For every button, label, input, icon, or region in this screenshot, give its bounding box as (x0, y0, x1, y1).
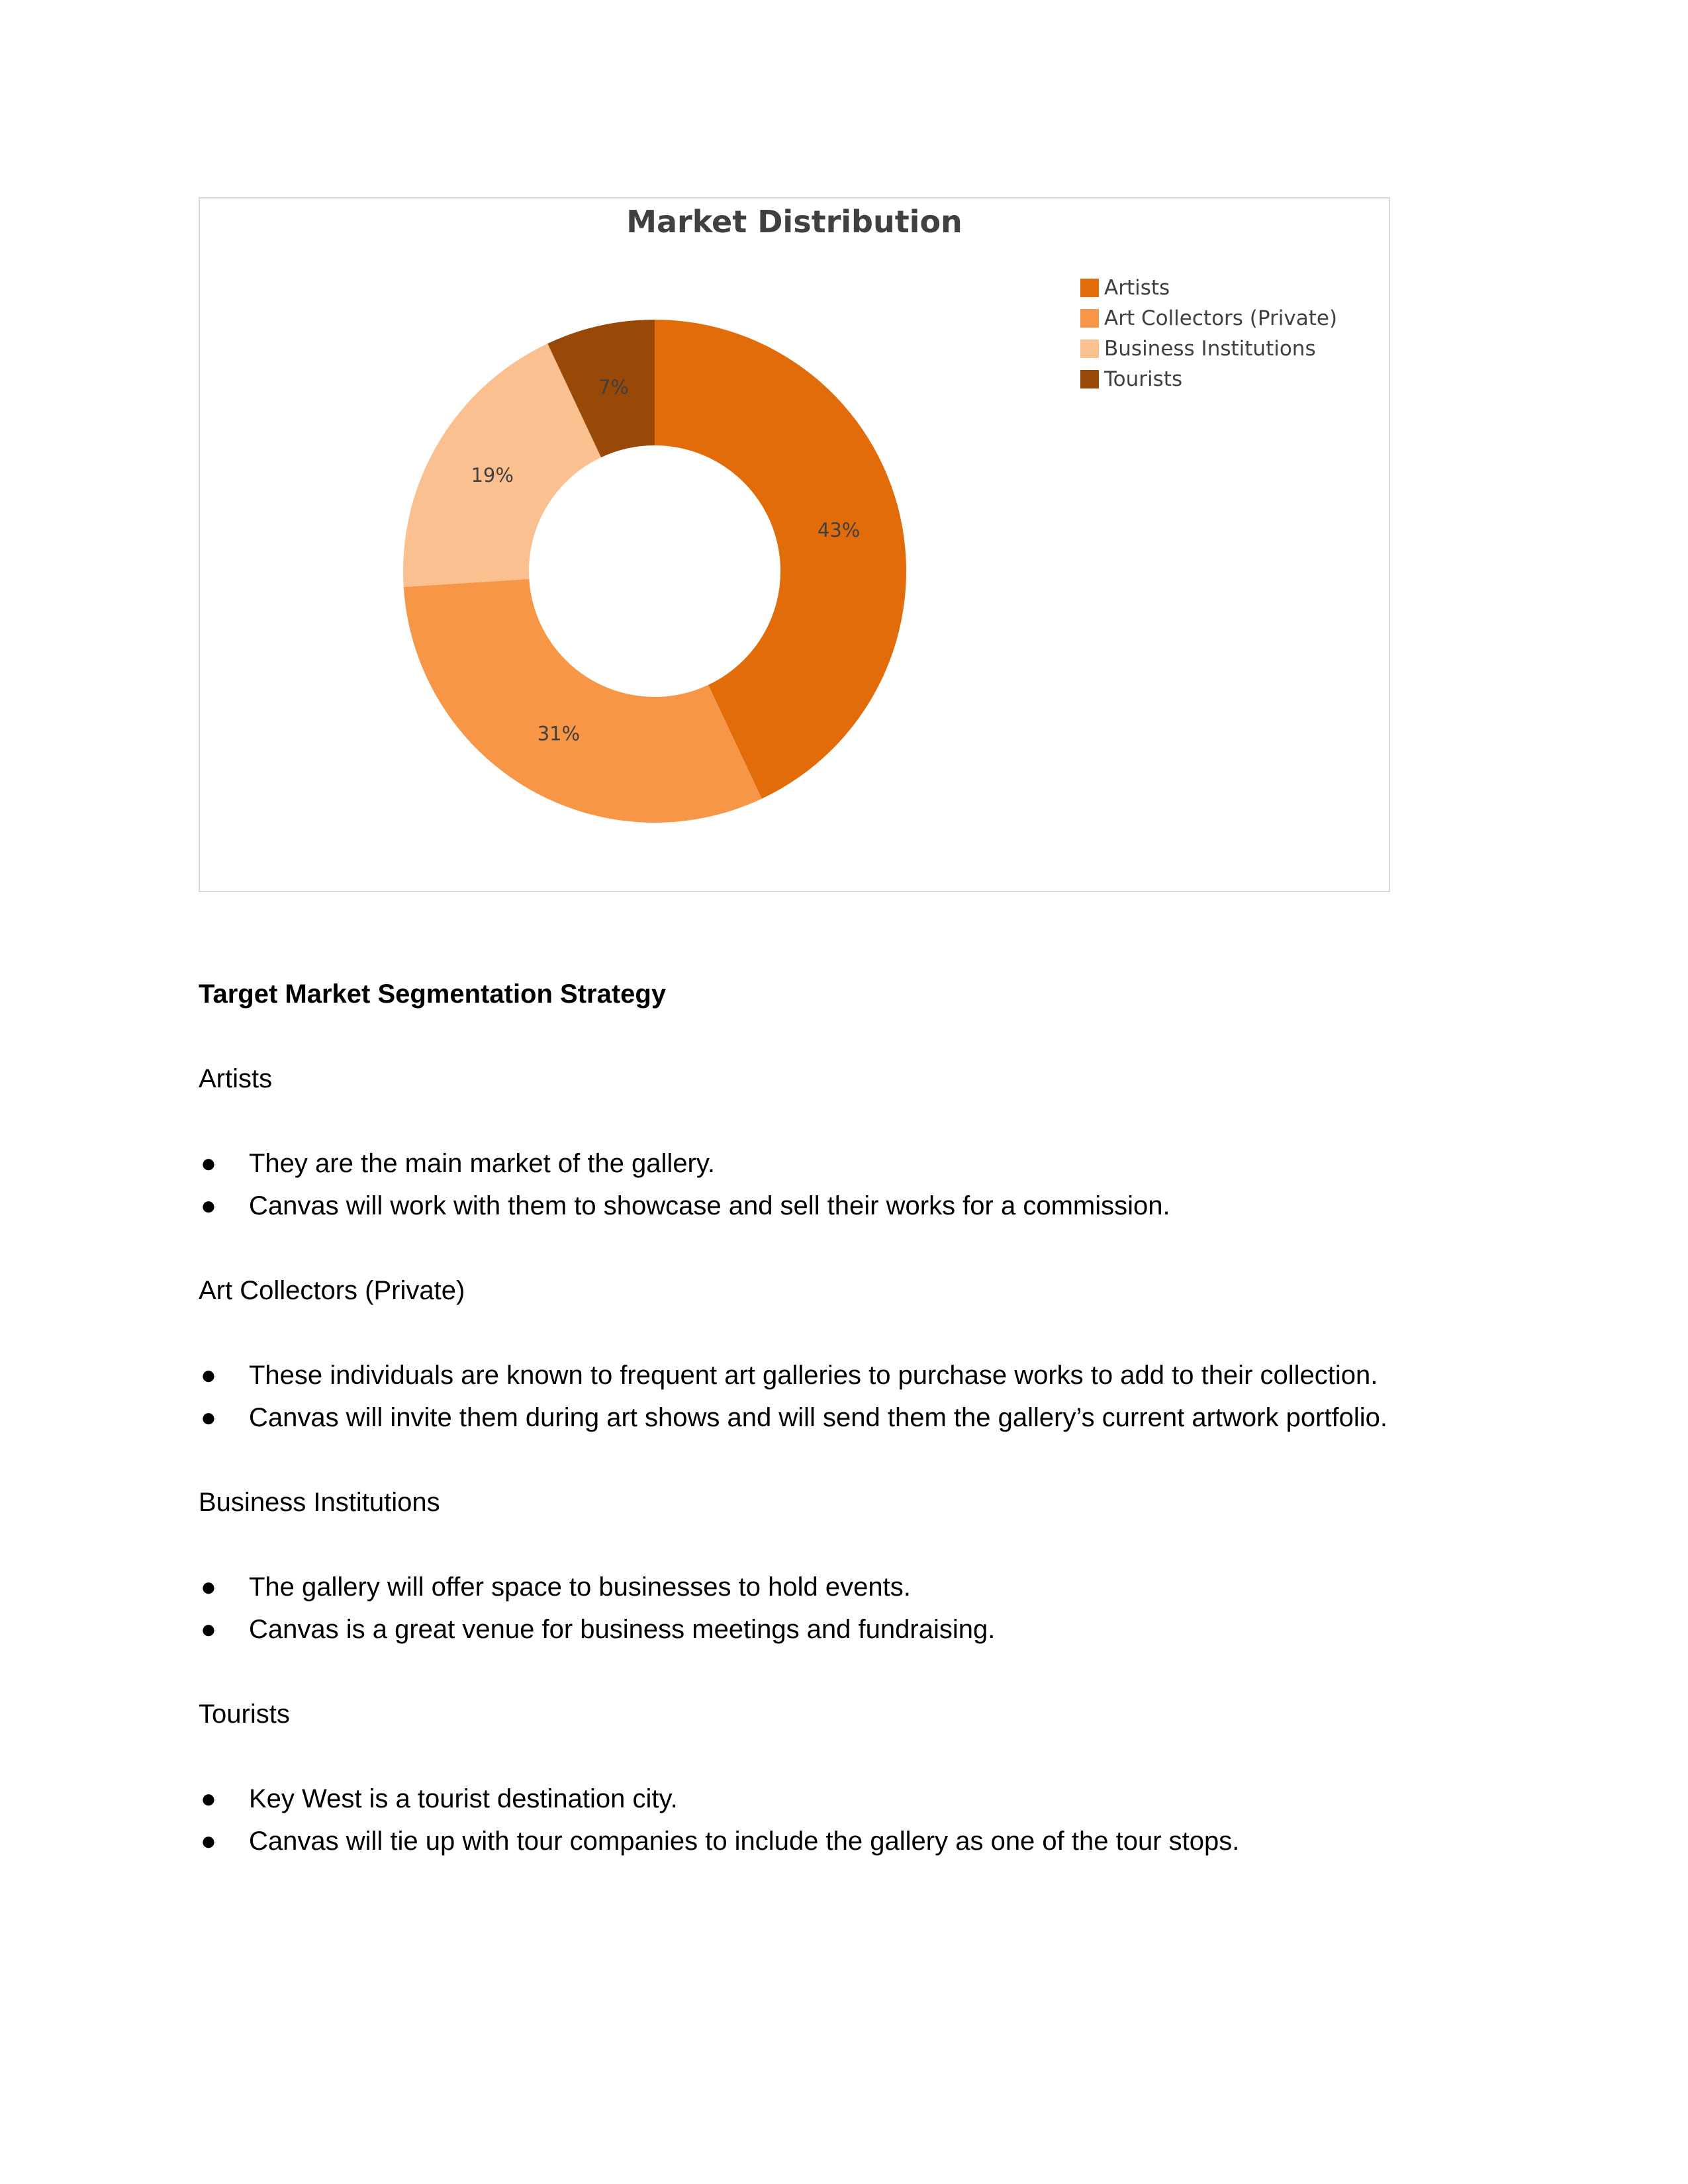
legend-swatch (1080, 370, 1099, 388)
legend-label: Tourists (1104, 367, 1183, 391)
list-item-text: Canvas will work with them to showcase and sell their works for a commission. (249, 1191, 1170, 1220)
data-label: 7% (598, 375, 629, 398)
section-heading: Target Market Segmentation Strategy (199, 979, 667, 1009)
list-item (199, 1185, 1523, 1227)
list-item (199, 1608, 1523, 1651)
bullet-icon: ● (200, 1361, 217, 1390)
list-item (199, 1778, 1523, 1820)
legend-swatch (1080, 340, 1099, 358)
segment-heading: Tourists (199, 1700, 290, 1729)
donut-slice-art-collectors-private (404, 579, 762, 823)
list-item (199, 1142, 1523, 1185)
bullet-icon: ● (200, 1827, 217, 1856)
bullet-list (199, 1566, 1523, 1651)
list-item-text: They are the main market of the gallery. (249, 1149, 716, 1178)
legend-item (1080, 273, 1337, 303)
list-item-text: Canvas will invite them during art shows and will send them the gallery’s current artwork portfolio. (249, 1403, 1388, 1432)
segment-heading: Art Collectors (Private) (199, 1276, 465, 1305)
list-item-text: Canvas is a great venue for business meetings and fundraising. (249, 1615, 996, 1644)
data-label: 19% (471, 463, 514, 486)
legend-swatch (1080, 279, 1099, 297)
legend-label: Artists (1104, 276, 1170, 300)
segment-art-collectors (199, 1269, 1523, 1439)
segment-tourists (199, 1693, 1523, 1862)
legend-item (1080, 303, 1337, 334)
list-item-text: Key West is a tourist destination city. (249, 1784, 678, 1813)
list-item (199, 1354, 1523, 1396)
list-item-text: The gallery will offer space to businesses to hold events. (249, 1572, 911, 1602)
chart-title: Market Distribution (626, 204, 962, 240)
bullet-icon: ● (200, 1572, 217, 1602)
bullet-icon: ● (200, 1784, 217, 1813)
bullet-icon: ● (200, 1191, 217, 1220)
data-label: 43% (817, 518, 861, 541)
bullet-list (199, 1778, 1523, 1862)
legend-item (1080, 364, 1337, 394)
market-distribution-chart (199, 197, 1390, 892)
bullet-icon: ● (200, 1149, 217, 1178)
legend-label: Business Institutions (1104, 337, 1316, 361)
list-item (199, 1566, 1523, 1608)
bullet-icon: ● (200, 1615, 217, 1644)
document-body (199, 973, 1523, 1905)
chart-legend (1080, 273, 1337, 394)
segment-artists (199, 1058, 1523, 1227)
list-item (199, 1396, 1523, 1439)
bullet-list (199, 1142, 1523, 1227)
list-item-text: Canvas will tie up with tour companies to include the gallery as one of the tour stops. (249, 1827, 1240, 1856)
list-item-text: These individuals are known to frequent art galleries to purchase works to add to their collection. (249, 1361, 1378, 1390)
data-label: 31% (537, 722, 581, 745)
bullet-icon: ● (200, 1403, 217, 1432)
bullet-list (199, 1354, 1523, 1439)
segment-business-institutions (199, 1481, 1523, 1651)
legend-item (1080, 334, 1337, 364)
segment-heading: Business Institutions (199, 1488, 440, 1517)
legend-swatch (1080, 309, 1099, 328)
legend-label: Art Collectors (Private) (1104, 306, 1338, 330)
segment-heading: Artists (199, 1064, 273, 1093)
list-item (199, 1820, 1523, 1862)
